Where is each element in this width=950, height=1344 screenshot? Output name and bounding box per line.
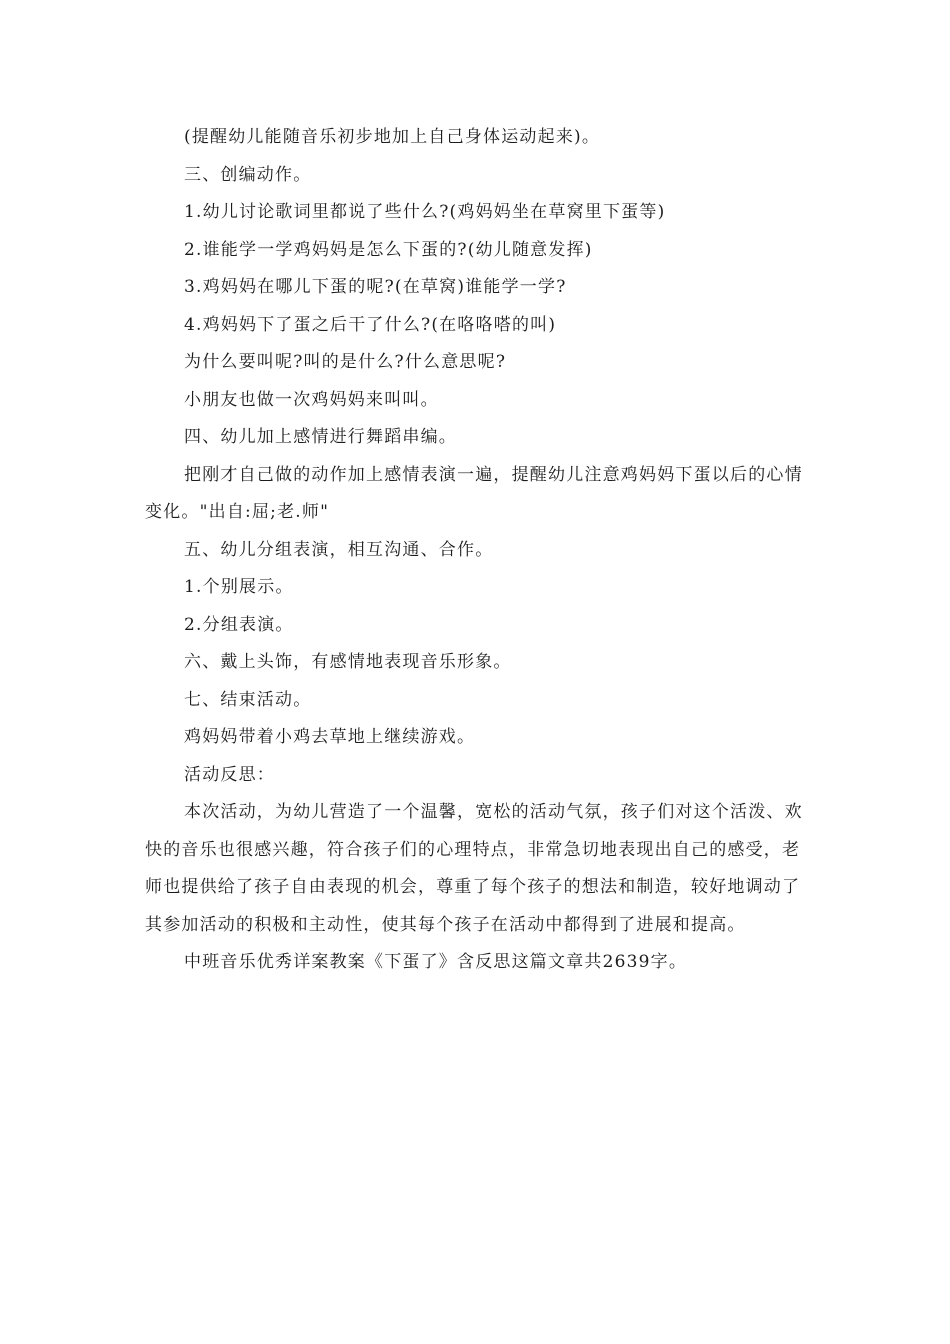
section-heading: 三、创编动作。	[184, 164, 312, 185]
section-heading: 七、结束活动。	[184, 689, 312, 710]
paragraph: (提醒幼儿能随音乐初步地加上自己身体运动起来)。	[184, 127, 601, 147]
section-heading: 六、戴上头饰，有感情地表现音乐形象。	[184, 652, 512, 672]
paragraph: 小朋友也做一次鸡妈妈来叫叫。	[184, 389, 439, 410]
paragraph: 把刚才自己做的动作加上感情表演一遍，提醒幼儿注意鸡妈妈下蛋以后的心情变化。"出自:屈;老.师"	[145, 464, 803, 522]
paragraph: 为什么要叫呢?叫的是什么?什么意思呢?	[184, 352, 507, 372]
list-item: 1.幼儿讨论歌词里都说了些什么?(鸡妈妈坐在草窝里下蛋等)	[184, 202, 666, 222]
list-item: 4.鸡妈妈下了蛋之后干了什么?(在咯咯嗒的叫)	[184, 314, 557, 335]
list-item: 3.鸡妈妈在哪儿下蛋的呢?(在草窝)谁能学一学?	[184, 277, 567, 297]
list-item: 2.谁能学一学鸡妈妈是怎么下蛋的?(幼儿随意发挥)	[184, 239, 593, 260]
word-count-note: 中班音乐优秀详案教案《下蛋了》含反思这篇文章共2639字。	[184, 952, 688, 972]
reflection-paragraph: 本次活动，为幼儿营造了一个温馨，宽松的活动气氛，孩子们对这个活泼、欢快的音乐也很感兴趣，符合孩子们的心理特点，非常急切地表现出自己的感受，老师也提供给了孩子自由表现的机会，尊重了每个孩子的想法和制造，较好地调动了其参加活动的积极和主动性，使其每个孩子在活动中都得到了进展和提高。	[145, 802, 803, 935]
reflection-heading: 活动反思：	[184, 764, 275, 785]
section-heading: 四、幼儿加上感情进行舞蹈串编。	[184, 427, 457, 447]
list-item: 1.个别展示。	[184, 577, 294, 597]
paragraph: 鸡妈妈带着小鸡去草地上继续游戏。	[184, 727, 476, 747]
section-heading: 五、幼儿分组表演，相互沟通、合作。	[184, 539, 494, 560]
document-body	[145, 119, 810, 982]
list-item: 2.分组表演。	[184, 614, 294, 635]
